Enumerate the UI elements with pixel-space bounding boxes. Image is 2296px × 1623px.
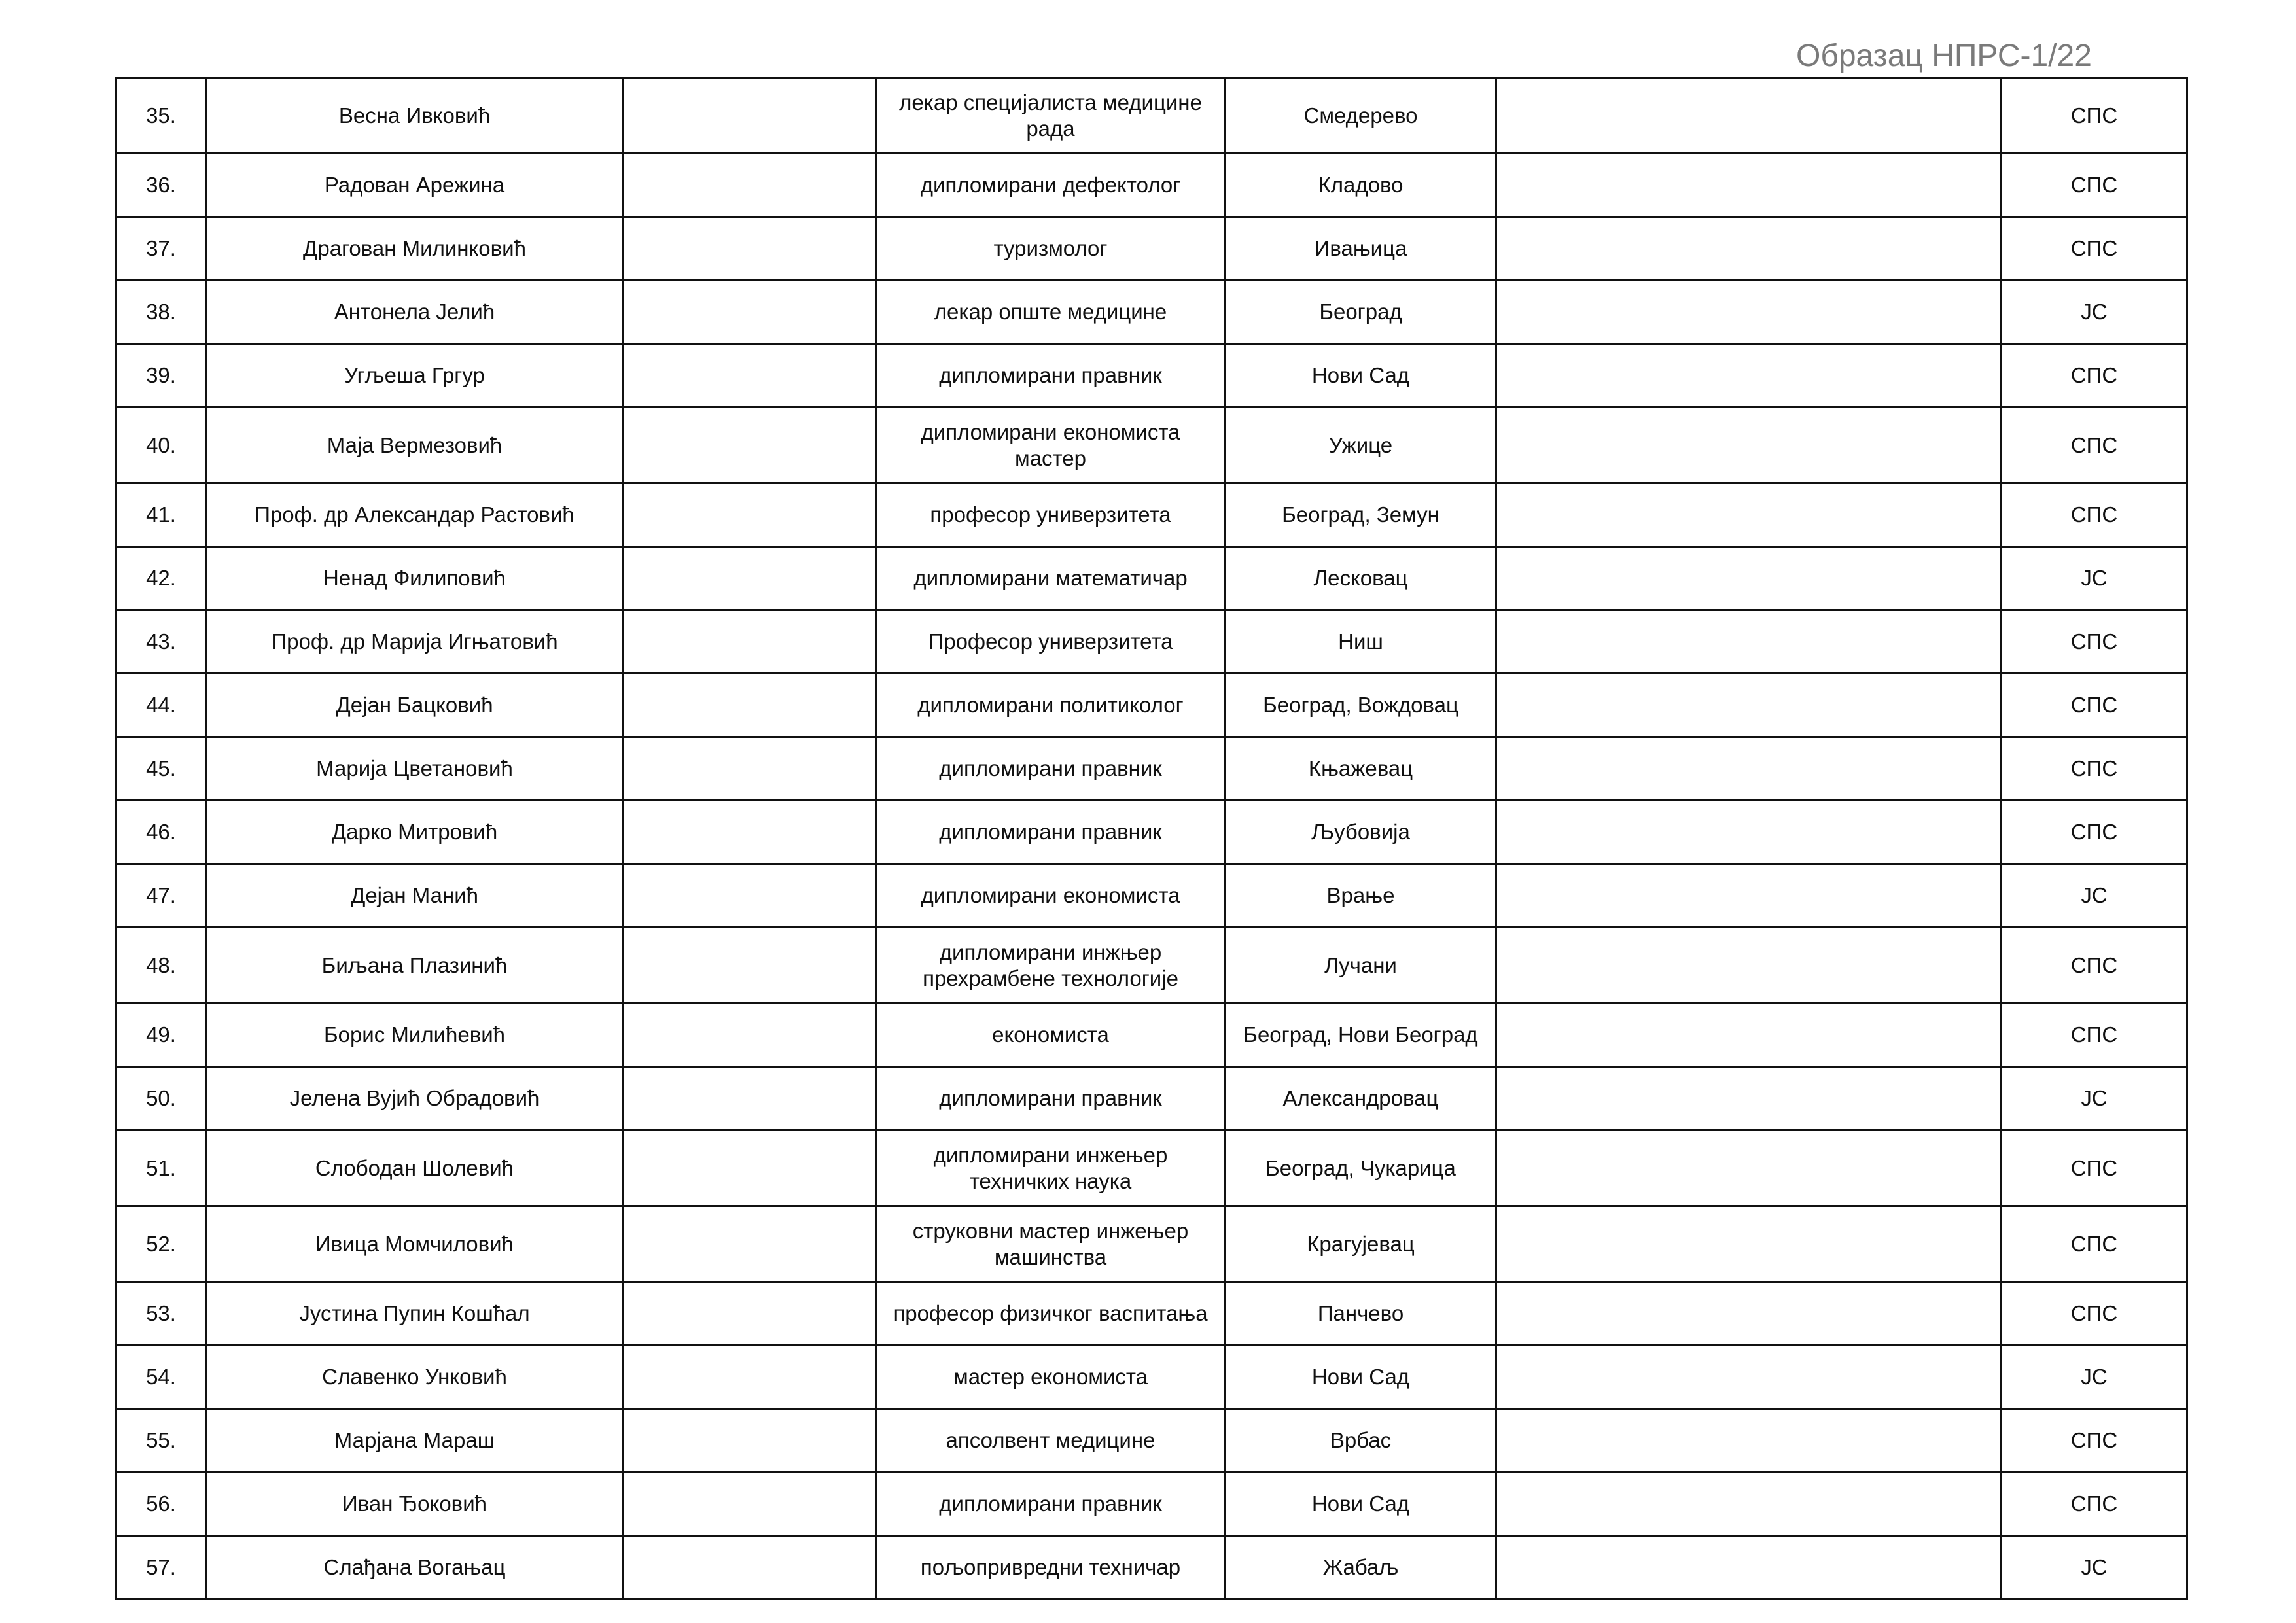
- empty-cell: [624, 737, 876, 801]
- party-cell: СПС: [2002, 928, 2187, 1003]
- empty-cell: [1496, 737, 2002, 801]
- empty-cell: [624, 1536, 876, 1599]
- party-cell: СПС: [2002, 483, 2187, 547]
- table-row: [116, 1346, 2187, 1409]
- occupation-cell: лекар специјалиста медицине рада: [876, 78, 1226, 154]
- row-number-cell: 48.: [116, 928, 206, 1003]
- empty-cell: [624, 928, 876, 1003]
- row-number-cell: 54.: [116, 1346, 206, 1409]
- residence-cell: Жабаљ: [1226, 1536, 1496, 1599]
- candidate-name-cell: Борис Милићевић: [206, 1003, 624, 1067]
- table-row: [116, 344, 2187, 408]
- empty-cell: [624, 1346, 876, 1409]
- table-row: [116, 483, 2187, 547]
- party-cell: СПС: [2002, 1130, 2187, 1206]
- table-row: [116, 78, 2187, 154]
- empty-cell: [1496, 547, 2002, 610]
- empty-cell: [624, 344, 876, 408]
- candidate-name-cell: Ивица Момчиловић: [206, 1206, 624, 1282]
- party-cell: СПС: [2002, 154, 2187, 217]
- row-number-cell: 56.: [116, 1473, 206, 1536]
- row-number-cell: 39.: [116, 344, 206, 408]
- occupation-cell: струковни мастер инжењер машинства: [876, 1206, 1226, 1282]
- residence-cell: Београд, Нови Београд: [1226, 1003, 1496, 1067]
- empty-cell: [624, 801, 876, 864]
- candidate-name-cell: Дејан Бацковић: [206, 674, 624, 737]
- residence-cell: Панчево: [1226, 1282, 1496, 1346]
- occupation-cell: професор физичког васпитања: [876, 1282, 1226, 1346]
- residence-cell: Ниш: [1226, 610, 1496, 674]
- party-cell: СПС: [2002, 610, 2187, 674]
- empty-cell: [1496, 344, 2002, 408]
- candidate-name-cell: Марија Цветановић: [206, 737, 624, 801]
- empty-cell: [1496, 1067, 2002, 1130]
- empty-cell: [1496, 801, 2002, 864]
- candidate-name-cell: Славенко Унковић: [206, 1346, 624, 1409]
- empty-cell: [1496, 1282, 2002, 1346]
- empty-cell: [624, 1282, 876, 1346]
- residence-cell: Београд, Земун: [1226, 483, 1496, 547]
- party-cell: СПС: [2002, 217, 2187, 281]
- party-cell: СПС: [2002, 1473, 2187, 1536]
- row-number-cell: 49.: [116, 1003, 206, 1067]
- empty-cell: [1496, 217, 2002, 281]
- table-row: [116, 864, 2187, 928]
- empty-cell: [624, 1003, 876, 1067]
- empty-cell: [624, 78, 876, 154]
- table-row: [116, 1409, 2187, 1473]
- residence-cell: Кладово: [1226, 154, 1496, 217]
- empty-cell: [1496, 1346, 2002, 1409]
- row-number-cell: 36.: [116, 154, 206, 217]
- table-row: [116, 610, 2187, 674]
- occupation-cell: дипломирани математичар: [876, 547, 1226, 610]
- row-number-cell: 53.: [116, 1282, 206, 1346]
- row-number-cell: 50.: [116, 1067, 206, 1130]
- row-number-cell: 55.: [116, 1409, 206, 1473]
- empty-cell: [624, 864, 876, 928]
- empty-cell: [624, 408, 876, 483]
- residence-cell: Књажевац: [1226, 737, 1496, 801]
- row-number-cell: 44.: [116, 674, 206, 737]
- party-cell: СПС: [2002, 674, 2187, 737]
- row-number-cell: 40.: [116, 408, 206, 483]
- empty-cell: [624, 483, 876, 547]
- candidate-name-cell: Дејан Манић: [206, 864, 624, 928]
- empty-cell: [624, 547, 876, 610]
- occupation-cell: дипломирани правник: [876, 1473, 1226, 1536]
- empty-cell: [1496, 928, 2002, 1003]
- candidate-name-cell: Весна Ивковић: [206, 78, 624, 154]
- row-number-cell: 37.: [116, 217, 206, 281]
- candidate-name-cell: Иван Ђоковић: [206, 1473, 624, 1536]
- occupation-cell: дипломирани дефектолог: [876, 154, 1226, 217]
- occupation-cell: Професор универзитета: [876, 610, 1226, 674]
- row-number-cell: 35.: [116, 78, 206, 154]
- candidate-name-cell: Маја Вермезовић: [206, 408, 624, 483]
- occupation-cell: лекар опште медицине: [876, 281, 1226, 344]
- empty-cell: [1496, 1536, 2002, 1599]
- party-cell: СПС: [2002, 1282, 2187, 1346]
- empty-cell: [1496, 154, 2002, 217]
- residence-cell: Смедерево: [1226, 78, 1496, 154]
- candidate-name-cell: Проф. др Марија Игњатовић: [206, 610, 624, 674]
- residence-cell: Нови Сад: [1226, 1346, 1496, 1409]
- candidate-name-cell: Ненад Филиповић: [206, 547, 624, 610]
- empty-cell: [1496, 1206, 2002, 1282]
- occupation-cell: туризмолог: [876, 217, 1226, 281]
- occupation-cell: дипломирани економиста мастер: [876, 408, 1226, 483]
- candidate-name-cell: Слађана Вогањац: [206, 1536, 624, 1599]
- candidate-name-cell: Марјана Мараш: [206, 1409, 624, 1473]
- party-cell: СПС: [2002, 1409, 2187, 1473]
- form-code-label: Образац НПРС-1/22: [1796, 39, 2092, 73]
- candidate-name-cell: Јелена Вујић Обрадовић: [206, 1067, 624, 1130]
- party-cell: СПС: [2002, 408, 2187, 483]
- party-cell: СПС: [2002, 801, 2187, 864]
- table-row: [116, 408, 2187, 483]
- empty-cell: [1496, 281, 2002, 344]
- party-cell: ЈС: [2002, 1536, 2187, 1599]
- empty-cell: [1496, 78, 2002, 154]
- occupation-cell: дипломирани инжењер техничких наука: [876, 1130, 1226, 1206]
- residence-cell: Београд: [1226, 281, 1496, 344]
- occupation-cell: дипломирани инжњер прехрамбене технологије: [876, 928, 1226, 1003]
- party-cell: СПС: [2002, 737, 2187, 801]
- occupation-cell: дипломирани правник: [876, 737, 1226, 801]
- row-number-cell: 52.: [116, 1206, 206, 1282]
- row-number-cell: 47.: [116, 864, 206, 928]
- party-cell: ЈС: [2002, 547, 2187, 610]
- residence-cell: Крагујевац: [1226, 1206, 1496, 1282]
- party-cell: СПС: [2002, 78, 2187, 154]
- empty-cell: [1496, 1473, 2002, 1536]
- table-row: [116, 547, 2187, 610]
- residence-cell: Нови Сад: [1226, 344, 1496, 408]
- empty-cell: [1496, 483, 2002, 547]
- party-cell: ЈС: [2002, 864, 2187, 928]
- empty-cell: [1496, 1409, 2002, 1473]
- candidate-name-cell: Јустина Пупин Кошћал: [206, 1282, 624, 1346]
- table-row: [116, 928, 2187, 1003]
- candidate-name-cell: Драгован Милинковић: [206, 217, 624, 281]
- occupation-cell: економиста: [876, 1003, 1226, 1067]
- table-row: [116, 1003, 2187, 1067]
- occupation-cell: дипломирани правник: [876, 344, 1226, 408]
- empty-cell: [624, 1409, 876, 1473]
- table-row: [116, 1536, 2187, 1599]
- residence-cell: Лесковац: [1226, 547, 1496, 610]
- table-row: [116, 674, 2187, 737]
- empty-cell: [1496, 610, 2002, 674]
- empty-cell: [1496, 408, 2002, 483]
- empty-cell: [624, 1130, 876, 1206]
- table-row: [116, 1067, 2187, 1130]
- empty-cell: [624, 1206, 876, 1282]
- row-number-cell: 41.: [116, 483, 206, 547]
- empty-cell: [1496, 864, 2002, 928]
- empty-cell: [624, 674, 876, 737]
- row-number-cell: 43.: [116, 610, 206, 674]
- candidate-name-cell: Дарко Митровић: [206, 801, 624, 864]
- party-cell: СПС: [2002, 1003, 2187, 1067]
- candidate-name-cell: Слободан Шолевић: [206, 1130, 624, 1206]
- row-number-cell: 57.: [116, 1536, 206, 1599]
- residence-cell: Нови Сад: [1226, 1473, 1496, 1536]
- candidate-name-cell: Биљана Плазинић: [206, 928, 624, 1003]
- row-number-cell: 45.: [116, 737, 206, 801]
- empty-cell: [1496, 674, 2002, 737]
- empty-cell: [624, 281, 876, 344]
- party-cell: СПС: [2002, 344, 2187, 408]
- candidate-name-cell: Антонела Јелић: [206, 281, 624, 344]
- occupation-cell: пољопривредни техничар: [876, 1536, 1226, 1599]
- table-row: [116, 737, 2187, 801]
- occupation-cell: дипломирани правник: [876, 801, 1226, 864]
- empty-cell: [624, 154, 876, 217]
- candidate-name-cell: Радован Арежина: [206, 154, 624, 217]
- occupation-cell: дипломирани правник: [876, 1067, 1226, 1130]
- empty-cell: [624, 217, 876, 281]
- party-cell: СПС: [2002, 1206, 2187, 1282]
- candidate-table: [115, 77, 2188, 1600]
- table-row: [116, 1473, 2187, 1536]
- residence-cell: Врбас: [1226, 1409, 1496, 1473]
- table-row: [116, 1282, 2187, 1346]
- occupation-cell: дипломирани економиста: [876, 864, 1226, 928]
- residence-cell: Врање: [1226, 864, 1496, 928]
- row-number-cell: 38.: [116, 281, 206, 344]
- party-cell: ЈС: [2002, 281, 2187, 344]
- table-row: [116, 1130, 2187, 1206]
- occupation-cell: дипломирани политиколог: [876, 674, 1226, 737]
- empty-cell: [1496, 1130, 2002, 1206]
- candidate-name-cell: Угљеша Гргур: [206, 344, 624, 408]
- residence-cell: Ивањица: [1226, 217, 1496, 281]
- candidate-name-cell: Проф. др Александар Растовић: [206, 483, 624, 547]
- residence-cell: Београд, Чукарица: [1226, 1130, 1496, 1206]
- empty-cell: [624, 610, 876, 674]
- table-row: [116, 154, 2187, 217]
- row-number-cell: 42.: [116, 547, 206, 610]
- row-number-cell: 51.: [116, 1130, 206, 1206]
- occupation-cell: апсолвент медицине: [876, 1409, 1226, 1473]
- residence-cell: Љубовија: [1226, 801, 1496, 864]
- empty-cell: [624, 1067, 876, 1130]
- residence-cell: Ужице: [1226, 408, 1496, 483]
- empty-cell: [624, 1473, 876, 1536]
- residence-cell: Београд, Вождовац: [1226, 674, 1496, 737]
- empty-cell: [1496, 1003, 2002, 1067]
- table-row: [116, 1206, 2187, 1282]
- party-cell: ЈС: [2002, 1346, 2187, 1409]
- table-row: [116, 801, 2187, 864]
- row-number-cell: 46.: [116, 801, 206, 864]
- residence-cell: Лучани: [1226, 928, 1496, 1003]
- candidate-table-body: [116, 78, 2187, 1599]
- table-row: [116, 217, 2187, 281]
- occupation-cell: мастер економиста: [876, 1346, 1226, 1409]
- table-row: [116, 281, 2187, 344]
- residence-cell: Александровац: [1226, 1067, 1496, 1130]
- party-cell: ЈС: [2002, 1067, 2187, 1130]
- occupation-cell: професор универзитета: [876, 483, 1226, 547]
